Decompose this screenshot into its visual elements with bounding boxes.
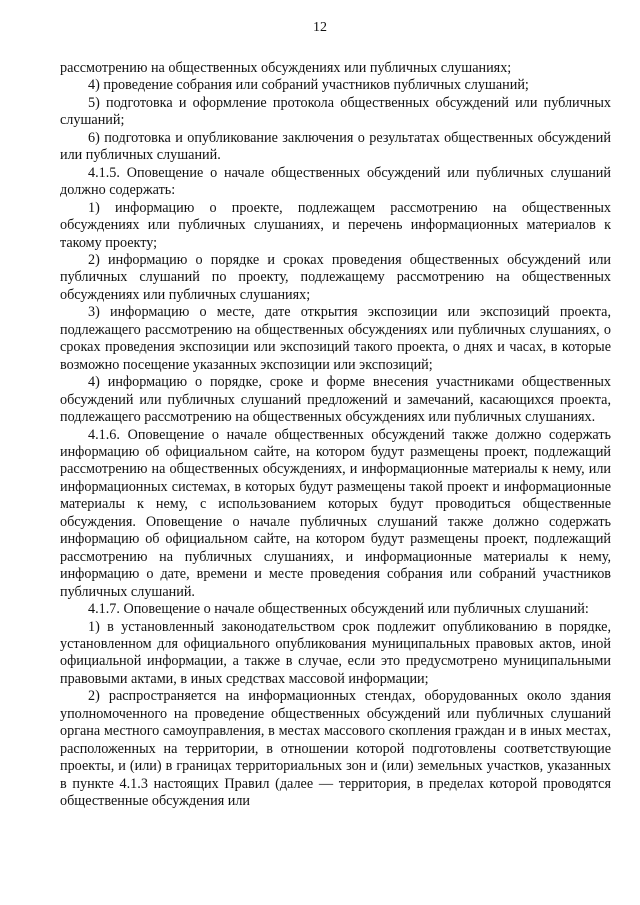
paragraph-4-1-5: 4.1.5. Оповещение о начале общественных обсуждений или публичных слушаний должно содержать:	[60, 164, 611, 199]
paragraph-item-4: 4) проведение собрания или собраний участников публичных слушаний;	[88, 77, 529, 94]
paragraph-4-1-7-item-2: 2) распространяется на информационных стендах, оборудованных около здания уполномоченного на проведение общественных обсуждений или публичных слушаний органа местного самоуправления, в местах массового скопления граждан и в иных местах, расположенных на территории, в отношении которой подготовлены соответствующие проекты, и (или) в границах территориальных зон и (или) земельных участков, указанных в пункте 4.1.3 настоящих Правил (далее — территория, в пределах которой проводятся общественные обсуждения или	[60, 688, 611, 810]
paragraph-item-5: 5) подготовка и оформление протокола общественных обсуждений или публичных слушаний;	[60, 94, 611, 129]
paragraph-4-1-7: 4.1.7. Оповещение о начале общественных обсуждений или публичных слушаний:	[88, 601, 589, 618]
paragraph-4-1-5-item-2: 2) информацию о порядке и сроках проведения общественных обсуждений или публичных слушаний по проекту, подлежащему рассмотрению на общественных обсуждениях или публичных слушаниях;	[60, 251, 611, 303]
paragraph-4-1-5-item-3: 3) информацию о месте, дате открытия экспозиции или экспозиций проекта, подлежащего рассмотрению на общественных обсуждениях или публичных слушаниях, о сроках проведения экспозиции или экспозиций такого проекта, о днях и часах, в которые возможно посещение указанных экспозиции или экспозиций;	[60, 304, 611, 373]
paragraph-4-1-5-item-1: 1) информацию о проекте, подлежащем рассмотрению на общественных обсуждениях или публичных слушаниях, и перечень информационных материалов к такому проекту;	[60, 199, 611, 251]
paragraph-4-1-5-item-4: 4) информацию о порядке, сроке и форме внесения участниками общественных обсуждений или публичных слушаний предложений и замечаний, касающихся проекта, подлежащего рассмотрению на общественных обсуждениях или публичных слушаниях.	[60, 374, 611, 426]
document-body	[60, 60, 611, 810]
paragraph-continuation: рассмотрению на общественных обсуждениях или публичных слушаниях;	[60, 60, 512, 76]
paragraph-4-1-6: 4.1.6. Оповещение о начале общественных обсуждений также должно содержать информацию об официальном сайте, на котором будут размещены проект, подлежащий рассмотрению на общественных обсуждениях, и информационные материалы к нему, или информационных системах, в которых будут размещены такой проект и информационные материалы к нему, с использованием которых будут проводиться общественные обсуждения. Оповещение о начале публичных слушаний также должно содержать информацию об официальном сайте, на котором будут размещены проект, подлежащий рассмотрению на публичных слушаниях, и информационные материалы к нему, информацию о дате, времени и месте проведения собрания или собраний участников публичных слушаний.	[60, 426, 611, 600]
paragraph-4-1-7-item-1: 1) в установленный законодательством срок подлежит опубликованию в порядке, установленном для официального опубликования муниципальных правовых актов, иной официальной информации, а также в случае, если это предусмотрено муниципальными правовыми актами, в иных средствах массовой информации;	[60, 618, 611, 687]
page-number: 12	[313, 20, 327, 35]
paragraph-item-6: 6) подготовка и опубликование заключения о результатах общественных обсуждений или публичных слушаний.	[60, 129, 611, 164]
